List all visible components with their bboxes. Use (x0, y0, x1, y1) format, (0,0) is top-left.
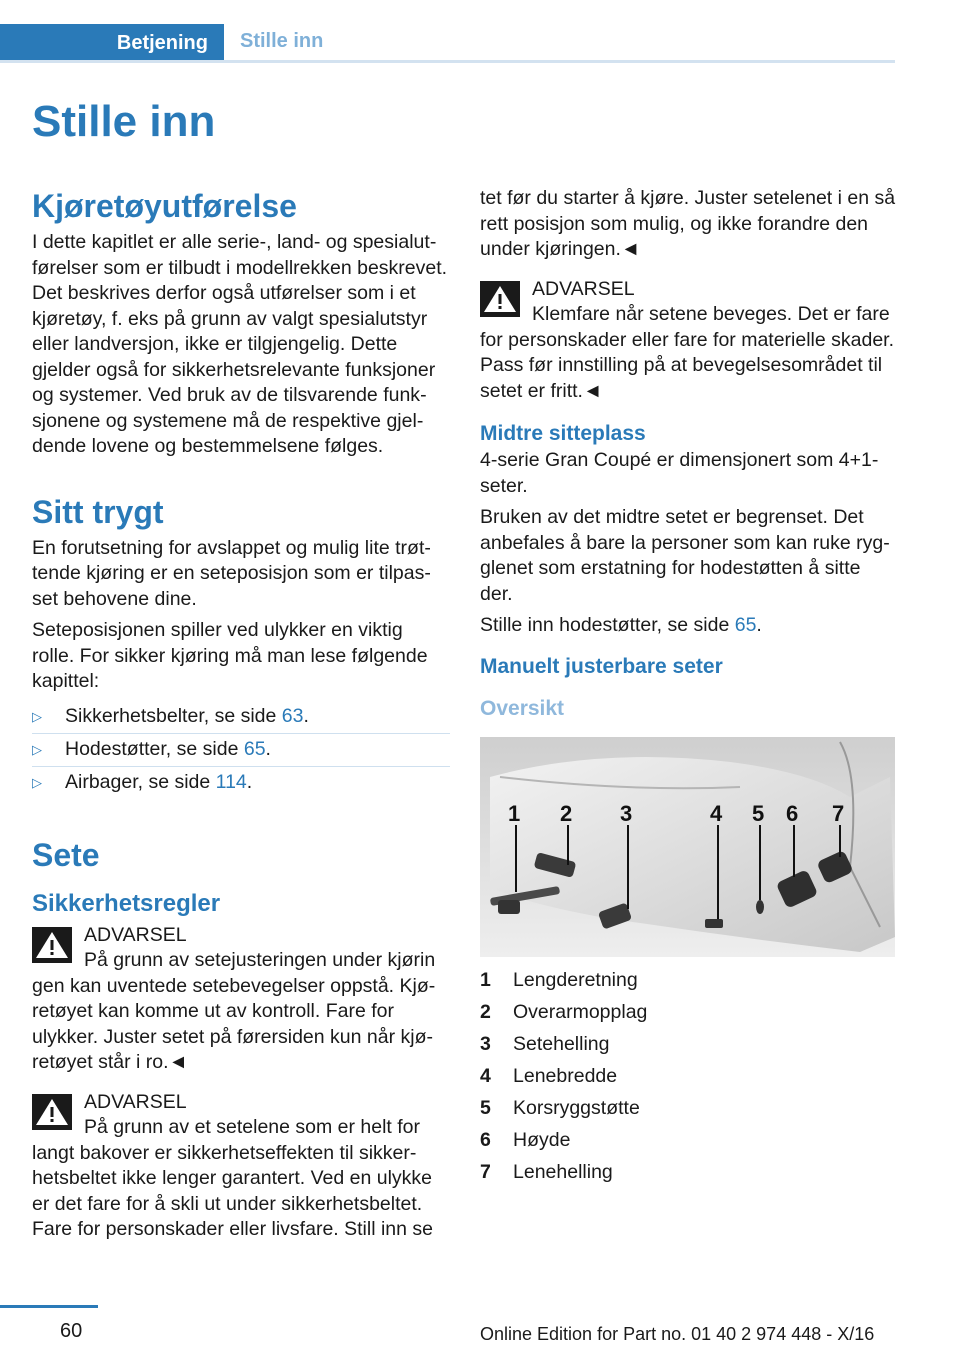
legend-list (480, 965, 898, 1189)
section-title-manuelt-justerbare-seter: Manuelt justerbare seter (480, 654, 723, 678)
seat-controls-illustration (480, 737, 895, 957)
legend-label: Setehelling (513, 1032, 610, 1055)
list-item-text: Airbager, se side (65, 770, 216, 793)
subsection-title-oversikt: Oversikt (480, 696, 565, 720)
legend-item (480, 997, 898, 1029)
warning-text: langt bakover er sikkerhetseffekten til sikkerhetsbeltet ikke lenger garantert. Ved en ulykke er det fare for å skli ut under sikkerhetsbeltet. Fare for personskader eller livsfare. Still inn se (32, 1141, 433, 1240)
right-column (480, 186, 898, 1189)
legend-number: 6 (480, 1128, 491, 1151)
paragraph: 4-serie Gran Coupé er dimensjonert som 4+1-seter. (480, 449, 879, 497)
warning-text: På grunn av setejusteringen under kjørin (84, 949, 436, 971)
callout-number-1: 1 (508, 800, 521, 826)
paragraph: Bruken av det midtre setet er begrenset. Det anbefales å bare la personer som kan ruke rygglenet som erstatning for hodestøtten å sitte der. (480, 506, 890, 605)
paragraph (480, 613, 898, 639)
legend-number: 4 (480, 1064, 491, 1087)
section-title-kjoretoyutforelse: Kjøretøyutførelse (32, 188, 297, 224)
list-item (32, 734, 450, 767)
section-title-midtre-sitteplass: Midtre sitteplass (480, 422, 646, 445)
warning-triangle-icon (32, 927, 72, 963)
page-link-65[interactable]: 65 (734, 614, 757, 636)
callout-number-4: 4 (710, 800, 723, 826)
legend-item (480, 1157, 898, 1189)
tab-stille-inn[interactable] (240, 30, 323, 53)
legend-label: Korsryggstøtte (513, 1096, 640, 1119)
header-rule (0, 60, 895, 63)
callout-number-7: 7 (832, 800, 845, 826)
triangle-bullet-icon: ▷ (32, 741, 42, 757)
warning-title: ADVARSEL (84, 1090, 187, 1113)
list-item (32, 701, 450, 734)
legend-item (480, 1125, 898, 1157)
warning-text: På grunn av et setelene som er helt for (84, 1116, 421, 1138)
legend-number: 2 (480, 1000, 491, 1023)
legend-item (480, 965, 898, 997)
legend-label: Overarmopplag (513, 1000, 648, 1023)
warning-block (32, 923, 450, 1076)
footer-rule (0, 1305, 98, 1308)
paragraph: Seteposisjonen spiller ved ulykker en viktig rolle. For sikker kjøring må man lese følgende kapittel: (32, 619, 428, 692)
legend-number: 1 (480, 968, 491, 991)
callout-number-2: 2 (560, 800, 573, 826)
warning-triangle-icon (32, 1094, 72, 1130)
tab-stille-inn-label: Stille inn (240, 30, 324, 52)
warning-block (480, 277, 898, 405)
section-title-sete: Sete (32, 836, 100, 873)
legend-label: Lenehelling (513, 1160, 613, 1183)
legend-label: Høyde (513, 1128, 571, 1151)
list-item (32, 767, 450, 799)
page-link-63[interactable]: 63 (281, 704, 304, 727)
page-number: 60 (60, 1320, 83, 1342)
list-item-punct: . (303, 704, 309, 727)
list-item-text: Sikkerhetsbelter, se side (65, 704, 282, 727)
list-item-punct: . (265, 737, 271, 760)
paragraph: En forutsetning for avslappet og mulig lite trøttende kjøring er en seteposisjon som er tilpasset behovene dine. (32, 536, 431, 610)
paragraph-text: Stille inn hodestøtter, se side (480, 614, 735, 636)
legend-number: 7 (480, 1160, 491, 1183)
section-title-sitt-trygt: Sitt trygt (32, 493, 164, 530)
list-item-text: Hodestøtter, se side (65, 737, 244, 760)
page-link-65[interactable]: 65 (243, 737, 266, 760)
callout-number-3: 3 (620, 800, 633, 826)
page-link-114[interactable]: 114 (215, 770, 247, 793)
left-column (32, 186, 450, 1243)
legend-number: 3 (480, 1032, 491, 1055)
page-title: Stille inn (32, 97, 216, 146)
legend-label: Lenebredde (513, 1064, 618, 1087)
legend-number: 5 (480, 1096, 491, 1119)
warning-block (32, 1090, 450, 1243)
warning-text: for personskader eller fare for materielle skader. Pass før innstilling på at bevegelsesområdet til setet er fritt.◄ (480, 328, 895, 402)
warning-text: Klemfare når setene beveges. Det er fare (532, 303, 890, 325)
list-item-punct: . (246, 770, 253, 793)
warning-text: gen kan uventede setebevegelser oppstå. Kjøretøyet kan komme ut av kontroll. Fare for ulykker. Juster setet på førersiden kun når kjøretøyet står i ro.◄ (32, 974, 436, 1073)
legend-item (480, 1061, 898, 1093)
triangle-bullet-icon: ▷ (32, 774, 42, 790)
legend-label: Lengderetning (513, 968, 638, 991)
warning-title: ADVARSEL (84, 923, 187, 946)
reference-list (32, 701, 450, 799)
tab-betjening[interactable] (0, 24, 224, 63)
callout-number-6: 6 (786, 800, 799, 826)
callout-number-5: 5 (752, 800, 765, 826)
paragraph: I dette kapitlet er alle serie-, land- og spesialutførelser som er tilbudt i modellrekken beskrevet. Det beskrives derfor også utførelser som i et kjøretøy, f. eks på grunn av valgt spesialutstyr eller landversjon, ikke er tilgjengelig. Dette gjelder også for sikkerhetsrelevante funksjoner og systemer. Ved bruk av de tilsvarende funksjonene og systemene må de respektive gjeldende lovene og bestemmelsene følges. (32, 231, 448, 457)
warning-title: ADVARSEL (532, 277, 635, 300)
legend-item (480, 1029, 898, 1061)
footer-edition: Online Edition for Part no. 01 40 2 974 448 - X/16 (480, 1324, 875, 1344)
paragraph-punct: . (756, 614, 762, 636)
triangle-bullet-icon: ▷ (32, 708, 42, 724)
legend-item (480, 1093, 898, 1125)
paragraph: tet før du starter å kjøre. Juster setelenet i en så rett posisjon som mulig, og ikke forandre den under kjøringen.◄ (480, 187, 896, 260)
tab-betjening-label: Betjening (116, 32, 208, 54)
subsection-title-sikkerhetsregler: Sikkerhetsregler (32, 889, 221, 917)
warning-triangle-icon (480, 281, 520, 317)
